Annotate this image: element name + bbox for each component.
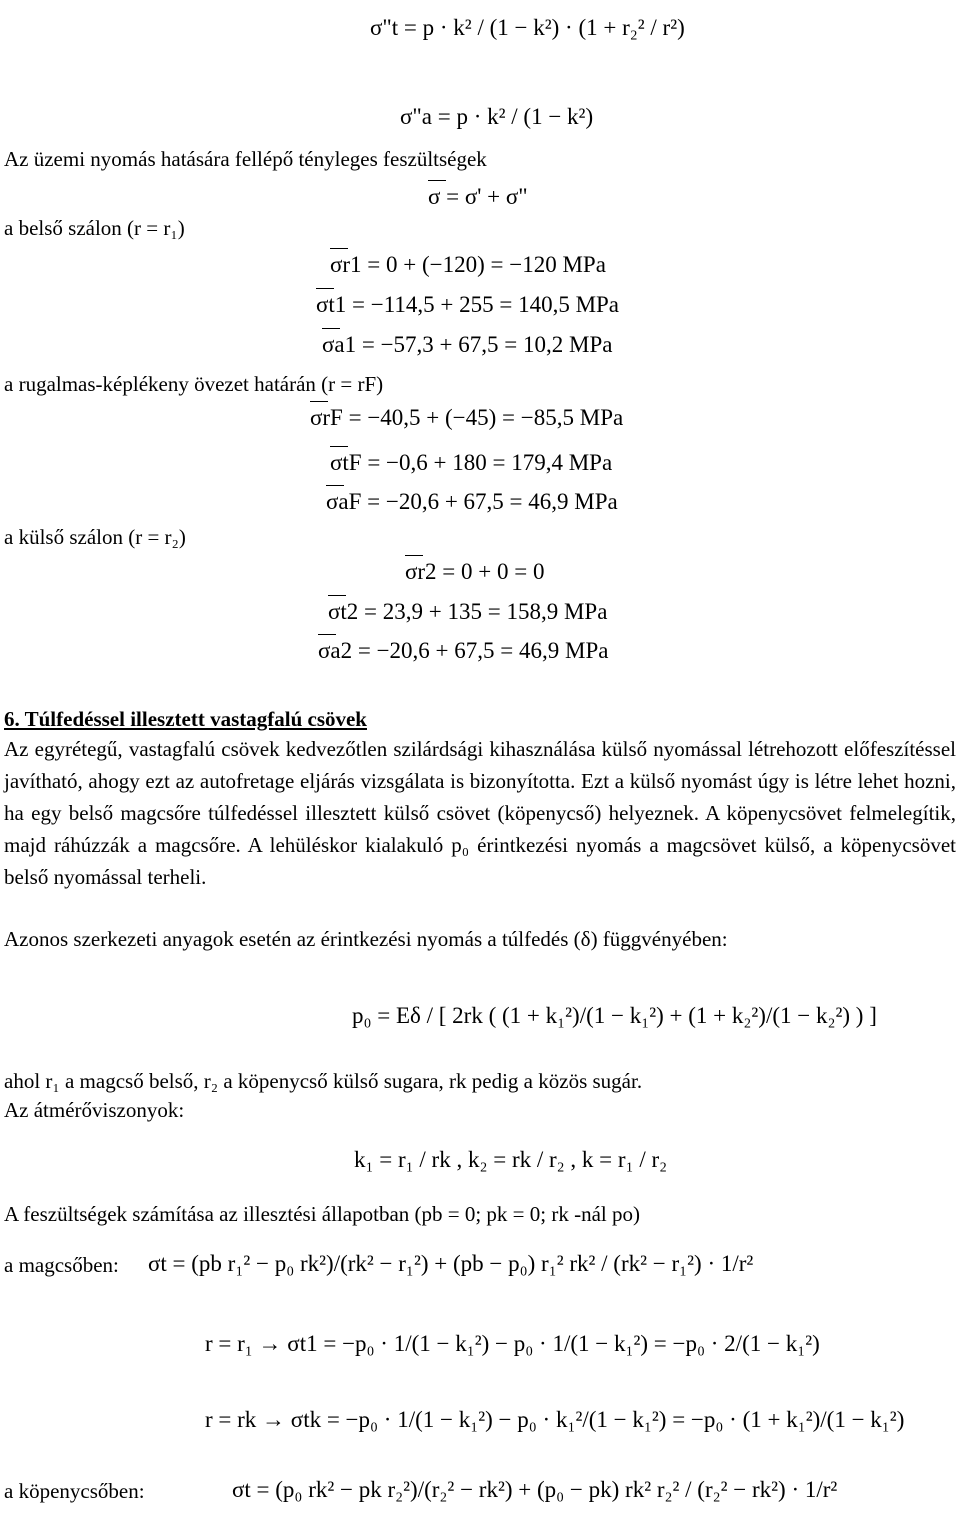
inner-fibre-label: a belső szálon (r = r₁)	[4, 216, 185, 240]
overbar	[428, 180, 446, 181]
equation-text: σ"a = p · k² / (1 − k²)	[400, 104, 594, 129]
equation-text: σ"t = p · k² / (1 − k²) · (1 + r₂² / r²)	[370, 15, 685, 40]
overbar	[330, 446, 348, 447]
equation-superposition: σ = σ' + σ"	[428, 184, 528, 209]
equation-contact-pressure: p₀ = Eδ / [ 2rk ( (1 + k₁²)/(1 − k₁²) + (1 + k₂²)/(1 − k₂²) ) ]	[352, 1003, 877, 1028]
overbar	[326, 485, 344, 486]
section-heading: 6. Túlfedéssel illesztett vastagfalú csövek	[4, 707, 367, 731]
overbar	[310, 401, 328, 402]
equation-sigma-a-double-prime	[400, 103, 593, 131]
equation-sigma-rF: σrF = −40,5 + (−45) = −85,5 MPa	[310, 405, 624, 430]
radius-definition-text: ahol r₁ a magcső belső, r₂ a köpenycső külső sugara, rk pedig a közös sugár.	[4, 1069, 643, 1093]
equation-jacket-tube-stress: σt = (p₀ rk² − pk r₂²)/(r₂² − rk²) + (p₀ − pk) rk² r₂² / (r₂² − rk²) · 1/r²	[232, 1477, 838, 1502]
equation-sigma-tF: σtF = −0,6 + 180 = 179,4 MPa	[330, 450, 613, 475]
diameter-ratios-label: Az átmérőviszonyok:	[4, 1098, 185, 1122]
overbar	[328, 595, 346, 596]
equation-sigma-t2: σt2 = 23,9 + 135 = 158,9 MPa	[328, 599, 608, 624]
boundary-label: a rugalmas-képlékeny övezet határán (r = rF)	[4, 372, 384, 396]
equation-sigma-t1: σt1 = −114,5 + 255 = 140,5 MPa	[316, 292, 620, 317]
equation-sigma-r1: σr1 = 0 + (−120) = −120 MPa	[330, 252, 606, 277]
equation-stress-at-rk: r = rk → σtk = −p₀ · 1/(1 − k₁²) − p₀ · k₁²/(1 − k₁²) = −p₀ · (1 + k₁²)/(1 − k₁²)	[205, 1407, 905, 1432]
equation-core-tube-stress: σt = (pb r₁² − p₀ rk²)/(rk² − r₁²) + (pb − p₀) r₁² rk² / (rk² − r₁²) · 1/r²	[148, 1251, 754, 1276]
actual-stress-heading: Az üzemi nyomás hatására fellépő tényleges feszültségek	[4, 147, 487, 171]
equation-sigma-a1: σa1 = −57,3 + 67,5 = 10,2 MPa	[322, 332, 613, 357]
overbar	[405, 555, 423, 556]
equation-stress-at-r1: r = r₁ → σt1 = −p₀ · 1/(1 − k₁²) − p₀ · 1/(1 − k₁²) = −p₀ · 2/(1 − k₁²)	[205, 1331, 820, 1356]
equation-sigma-aF: σaF = −20,6 + 67,5 = 46,9 MPa	[326, 489, 618, 514]
outer-fibre-label: a külső szálon (r = r₂)	[4, 525, 186, 549]
equation-sigma-r2: σr2 = 0 + 0 = 0	[405, 559, 545, 584]
core-tube-label: a magcsőben:	[4, 1253, 119, 1277]
overbar	[330, 248, 348, 249]
contact-pressure-intro: Azonos szerkezeti anyagok esetén az érintkezési nyomás a túlfedés (δ) függvényében:	[4, 927, 728, 951]
overbar	[318, 634, 336, 635]
jacket-tube-label: a köpenycsőben:	[4, 1479, 145, 1503]
overbar	[316, 288, 334, 289]
stress-calculation-intro: A feszültségek számítása az illesztési állapotban (pb = 0; pk = 0; rk -nál po)	[4, 1202, 640, 1226]
section-paragraph: Az egyrétegű, vastagfalú csövek kedvezőtlen szilárdsági kihasználása külső nyomással létrehozott előfeszítéssel javítható, ahogy ezt az autofretage eljárás vizsgálata is bizonyította. Ezt a külső nyomást úgy is létre lehet hozni, ha egy belső magcsőre túlfedéssel illesztett külső csövet (köpenycső) helyeznek. A köpenycsövet felmelegítik, majd ráhúzzák a magcsőre. A lehüléskor kialakuló p₀ érintkezési nyomás a magcsövet külső, a köpenycsövet belső nyomással terheli.	[4, 737, 956, 889]
overbar	[322, 328, 340, 329]
equation-sigma-t-double-prime	[370, 14, 685, 42]
equation-diameter-ratios: k₁ = r₁ / rk , k₂ = rk / r₂ , k = r₁ / r₂	[354, 1147, 668, 1172]
equation-sigma-a2: σa2 = −20,6 + 67,5 = 46,9 MPa	[318, 638, 609, 663]
